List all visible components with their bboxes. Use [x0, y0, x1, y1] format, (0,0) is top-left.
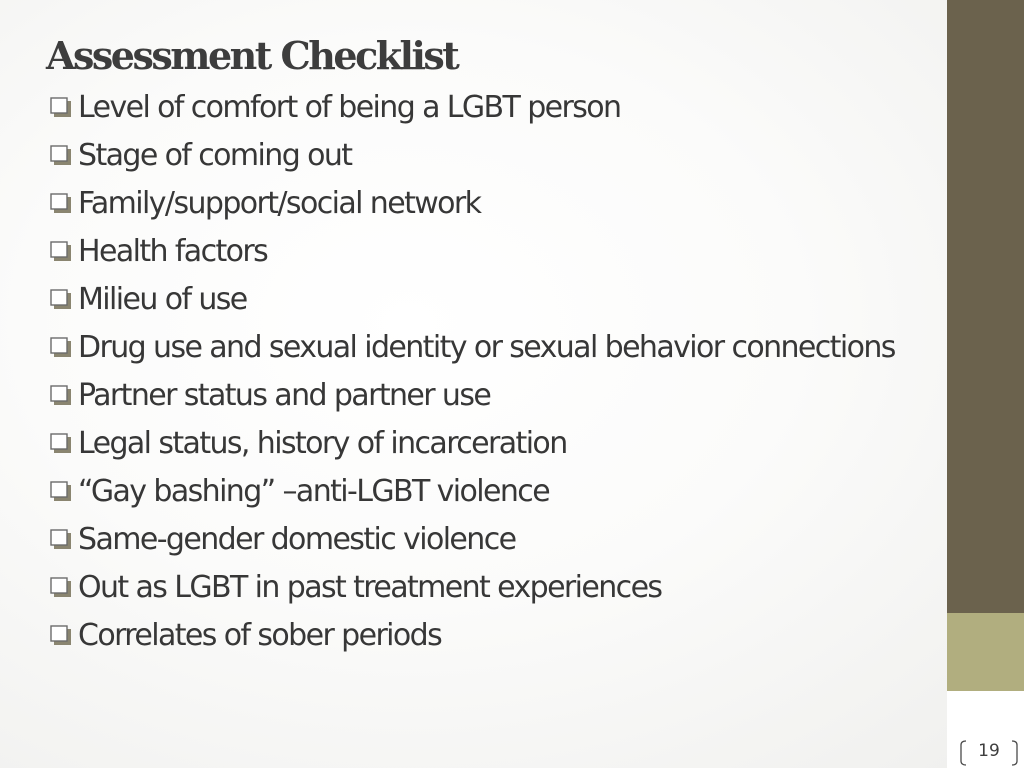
checklist [48, 91, 928, 667]
checklist-item [48, 475, 928, 509]
checkbox-icon [50, 433, 72, 454]
checklist-item-text: Level of comfort of being a LGBT person [78, 90, 621, 125]
sidebar-accent-light [947, 613, 1024, 691]
checklist-item [48, 523, 928, 557]
checkbox-icon [50, 145, 72, 166]
checklist-item [48, 427, 928, 461]
checklist-item [48, 283, 928, 317]
right-bracket-icon [1011, 740, 1019, 766]
checklist-item [48, 331, 928, 365]
checkbox-icon [50, 289, 72, 310]
checklist-item-text: “Gay bashing” –anti-LGBT violence [78, 474, 550, 509]
checklist-item-text: Milieu of use [78, 282, 247, 317]
checklist-item-text: Stage of coming out [78, 138, 352, 173]
checklist-item [48, 91, 928, 125]
checkbox-icon [50, 337, 72, 358]
checkbox-icon [50, 625, 72, 646]
checkbox-icon [50, 193, 72, 214]
checkbox-icon [50, 529, 72, 550]
checklist-item-text: Family/support/social network [78, 186, 481, 221]
page-number-text: 19 [978, 741, 1000, 761]
checklist-item-text: Partner status and partner use [78, 378, 491, 413]
checklist-item-text: Same-gender domestic violence [78, 522, 516, 557]
checklist-item [48, 235, 928, 269]
slide-title: Assessment Checklist [46, 33, 458, 78]
checklist-item [48, 619, 928, 653]
checklist-item-text: Legal status, history of incarceration [78, 426, 567, 461]
sidebar-accent-dark [947, 0, 1024, 613]
checklist-item-text: Health factors [78, 234, 268, 269]
checkbox-icon [50, 241, 72, 262]
checklist-item-text: Out as LGBT in past treatment experiences [78, 570, 662, 605]
page-number [958, 736, 1020, 768]
checklist-item-text: Drug use and sexual identity or sexual behavior connections [78, 330, 895, 365]
checklist-item-text: Correlates of sober periods [78, 618, 442, 653]
checkbox-icon [50, 577, 72, 598]
checklist-item [48, 187, 928, 221]
checkbox-icon [50, 481, 72, 502]
checklist-item [48, 379, 928, 413]
checkbox-icon [50, 385, 72, 406]
checkbox-icon [50, 97, 72, 118]
checklist-item [48, 571, 928, 605]
checklist-item [48, 139, 928, 173]
